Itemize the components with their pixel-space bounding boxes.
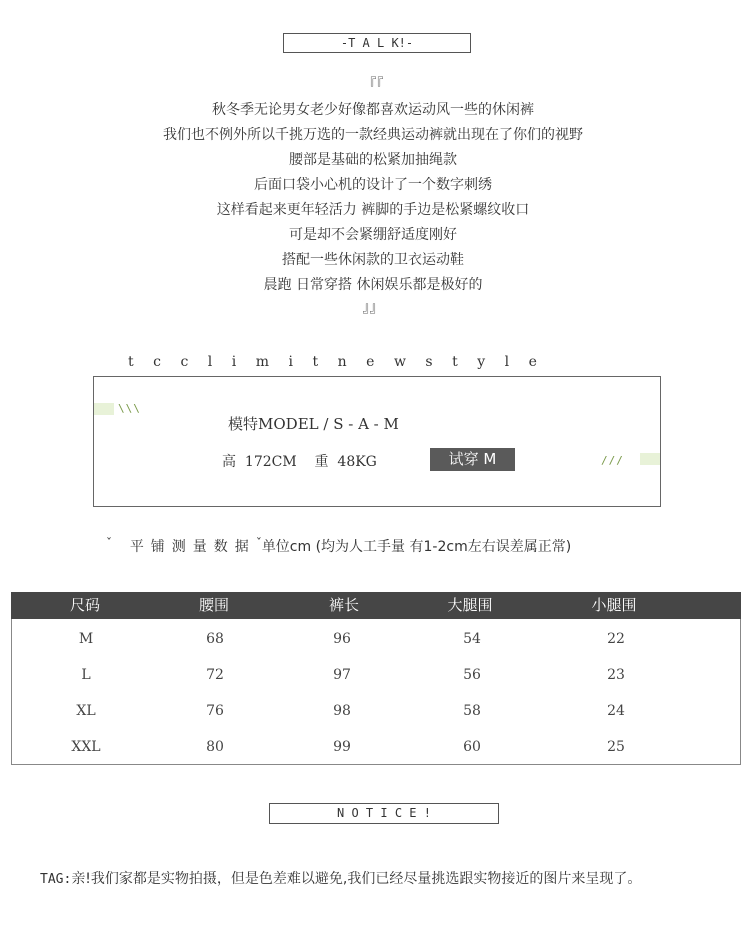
model-line (228, 413, 399, 434)
intro-line: 后面口袋小心机的设计了一个数字刺绣 (254, 177, 492, 193)
intro-text-block (0, 72, 750, 318)
intro-line: 这样看起来更年轻活力 裤脚的手边是松紧螺纹收口 (216, 202, 530, 218)
intro-line: 我们也不例外所以千挑万选的一款经典运动裤就出现在了你们的视野 (163, 127, 583, 143)
cell-length: 97 (333, 667, 351, 683)
try-on-size-badge: 试穿 M (430, 448, 515, 471)
cell-length: 99 (333, 739, 351, 755)
chevron-down-icon: ˇ (106, 536, 112, 550)
height-value: 172CM (244, 454, 297, 470)
cell-waist: 68 (206, 631, 224, 647)
weight-label: 重 (314, 454, 329, 470)
cell-size: M (78, 631, 94, 647)
height-label: 高 (222, 454, 236, 470)
size-table (11, 592, 741, 765)
tag-text: 亲!我们家都是实物拍摄，但是色差难以避免,我们已经尽量挑选跟实物接近的图片来呈现了。 (71, 871, 642, 887)
decor-stripe-right (640, 453, 660, 465)
header-size: 尺码 (69, 596, 100, 614)
cell-size: XXL (71, 739, 101, 755)
intro-line: 可是却不会紧绷舒适度刚好 (289, 227, 457, 243)
header-calf: 小腿围 (591, 596, 637, 614)
decor-slashes-right: /// (601, 454, 624, 467)
intro-line: 晨跑 日常穿搭 休闲娱乐都是极好的 (263, 277, 483, 293)
talk-title-box (283, 33, 471, 53)
intro-close-quote: 』』 (362, 300, 384, 316)
cell-calf: 25 (607, 739, 625, 755)
intro-line: 腰部是基础的松紧加抽绳款 (289, 152, 457, 168)
model-measurements (222, 451, 377, 471)
cell-size: XL (76, 703, 96, 719)
cell-thigh: 58 (463, 703, 481, 719)
cell-length: 96 (333, 631, 351, 647)
header-length: 裤长 (328, 596, 359, 614)
decor-slashes-left: \\\ (118, 402, 141, 415)
cell-thigh: 54 (463, 631, 481, 647)
intro-open-quote: 『『 (362, 77, 384, 93)
decor-stripe-left (94, 403, 114, 415)
brand-wordmark: tcclimitnewstyle (128, 354, 557, 370)
cell-waist: 80 (206, 739, 224, 755)
model-label: 模特 (228, 415, 259, 433)
footer-tag-line (40, 868, 641, 888)
intro-line: 秋冬季无论男女老少好像都喜欢运动风一些的休闲裤 (212, 102, 534, 118)
table-row (12, 729, 742, 765)
cell-thigh: 56 (463, 667, 481, 683)
table-row (12, 621, 742, 657)
model-info-box (93, 376, 661, 507)
tag-label: TAG: (40, 872, 72, 887)
cell-size: L (81, 667, 91, 683)
table-row (12, 693, 742, 729)
cell-length: 98 (333, 703, 351, 719)
header-thigh: 大腿围 (447, 596, 493, 614)
table-row (12, 657, 742, 693)
model-name: MODEL / S - A - M (258, 415, 399, 433)
size-table-header (11, 592, 741, 619)
chevron-down-icon: ˇ (255, 536, 262, 550)
intro-line: 搭配一些休闲款的卫衣运动鞋 (282, 252, 464, 268)
cell-calf: 22 (607, 631, 625, 647)
weight-value: 48KG (337, 454, 377, 470)
cell-waist: 76 (206, 703, 224, 719)
cell-waist: 72 (206, 667, 224, 683)
cell-thigh: 60 (463, 739, 481, 755)
cell-calf: 23 (607, 667, 625, 683)
size-table-body (11, 619, 741, 765)
notice-title: N O T I C E ! (337, 806, 431, 820)
header-waist: 腰围 (198, 596, 229, 614)
measurement-note (106, 536, 571, 556)
measure-unit-note: 单位cm (均为人工手量 有1-2cm左右误差属正常) (261, 539, 572, 555)
talk-title: -T A L K!- (340, 36, 414, 50)
cell-calf: 24 (607, 703, 625, 719)
notice-title-box (269, 803, 499, 824)
measure-title: 平铺测量数据 (129, 539, 256, 555)
